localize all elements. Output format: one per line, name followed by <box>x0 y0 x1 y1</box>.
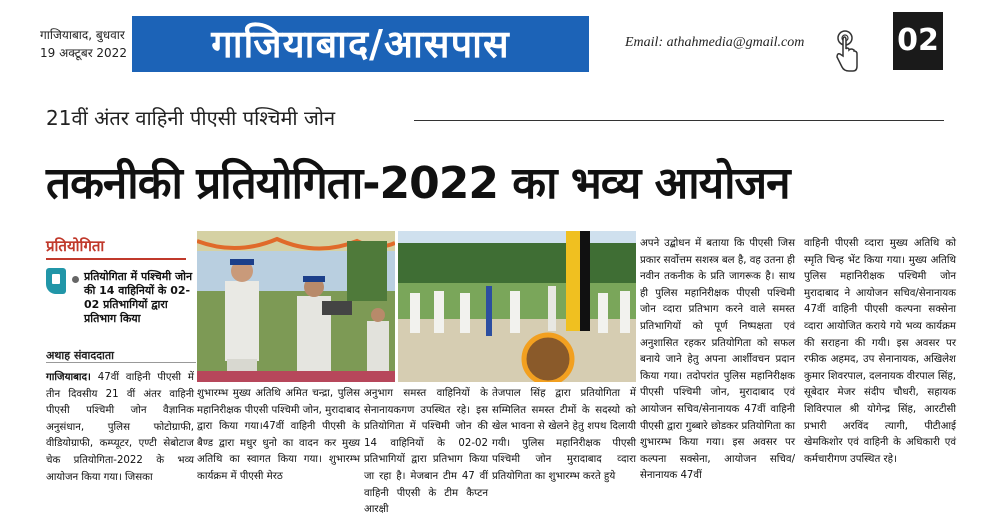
article-column-2: शुभारम्भ मुख्य अतिथि अमित चन्द्रा, पुलिस महानिरीक्षक पीएसी पश्चिमी जोन, मुरादाबाद द्वारा किया गया।47वीं वाहिनी पीएसी के बैण्ड द्वारा मधुर धुनो का वादन कर मुख्य अतिथि का स्वागत किया गया। शुभारम्भ कार्यक्रम में पीएसी मेरठ <box>197 388 360 482</box>
date: 19 अक्टूबर 2022 <box>40 46 127 60</box>
story-kicker: 21वीं अंतर वाहिनी पीएसी पश्चिमी जोन <box>46 106 336 130</box>
hand-pointer-icon <box>832 30 860 74</box>
section-banner: गाजियाबाद/आसपास <box>132 16 589 72</box>
article-column-3: अनुभाग समस्त वाहिनियों के सेनानायकगण उपस्थित रहे। इस प्रतियोगिता में पश्चिमी जोन की 14 वाहिनियों के 02-02 प्रतिभागियों द्वारा प्रतिभाग किया जा रहा है। मेजबान टीम 47 वीं वाहिनी पीएसी के टीम कैप्टन आरक्षी <box>364 388 488 516</box>
column-1-text: 47वीं वाहिनी पीएसी में तीन दिवसीय 21 वीं अंतर वाहिनी पीएसी पश्चिमी जोन वैज्ञानिक अनुसंधान, पुलिस फोटोग्राफी, वीडियोग्राफी, कम्प्यूटर, एण्टी सेबोटाज चेक प्रतियोगिता-2022 के भव्य आयोजन किया गया। जिसका <box>46 372 194 483</box>
topic-underline <box>46 258 186 260</box>
speech-bubble-icon <box>46 268 66 294</box>
article-column-6: वाहिनी पीएसी व्दारा मुख्य अतिथि को स्मृति चिन्ह भेंट किया गया। मुख्य अतिथि पुलिस महानिरीक्षक पश्चिमी जोन मुरादाबाद ने आयोजन सचिव/सेनानायक 47वीं वाहिनी पीएसी कल्पना सक्सेना व्दारा आयोजित कराये गये भव्य कार्यक्रम की सराहना की गयी। इस अवसर पर रफीक अहमद, उप सेनानायक, अखिलेश कुमार शिवरपाल, दलनायक वीरपाल सिंह, सूबेदार मेजर संदीप चौधरी, सहायक शिविरपाल श्री योगेन्द्र सिंह, आरटीसी प्रभारी अरविंद त्यागी, पीटीआई खेमकिशोर एवं वाहिनी के अधिकारी एवं कर्मचारीगण उपस्थित रहे। <box>804 238 956 465</box>
byline: अथाह संवाददाता <box>46 349 115 362</box>
kicker-rule <box>414 120 944 121</box>
bullet-dot <box>72 276 79 283</box>
photo-parade-oath <box>398 231 636 382</box>
article-column-4: तेजपाल सिंह द्वारा प्रतियोगिता में सम्मिलित समस्त टीमों के सदस्यो को खेल भावना से खेलने हेतु शपथ दिलायी गयी। पुलिस महानिरीक्षक पीएसी पश्चिमी जोन मुरादाबाद व्दारा प्रतियोगिता का शुभारम्भ करते हुये <box>492 388 636 482</box>
article-column-5: अपने उद्बोधन में बताया कि पीएसी जिस प्रकार सर्वोत्तम सशस्त्र बल है, वह उतना ही नवीन तकनीक के प्रति जागरूक है। साथ ही पुलिस महानिरीक्षक पीएसी पश्चिमी जोन व्दारा प्रतिभाग करने वाले समस्त प्रतिभागियों को पूर्ण निष्पक्षता एवं अनुशासित रहकर प्रतियोगिता को सफल बनाये जाने हेतु अपना आर्शीवचन प्रदान किया गया। तदोपरांत पुलिस महानिरीक्षक पीएसी पश्चिमी जोन, मुरादाबाद एवं आयोजन सचिव/सेनानायक 47वीं वाहिनी पीएसी द्वारा गुब्बारे छोडकर प्रतियोगिता का शुभारम्भ किया गया। इस अवसर पर कल्पना सक्सेना, आयोजन सचिव/सेनानायक 47वीं <box>640 238 795 482</box>
story-highlight: प्रतियोगिता में पश्चिमी जोन की 14 वाहिनियों के 02-02 प्रतिभागियों द्वारा प्रतिभाग किया <box>84 270 193 325</box>
story-headline: तकनीकी प्रतियोगिता-2022 का भव्य आयोजन <box>46 158 790 209</box>
byline-rule <box>46 362 196 363</box>
photo-officers-salute <box>197 231 395 382</box>
email-address[interactable]: Email: athahmedia@gmail.com <box>625 35 805 50</box>
dateline <box>40 26 127 62</box>
dateline-lead: गाजियाबाद। <box>46 372 91 383</box>
page-number: 02 <box>893 12 943 70</box>
article-column-1 <box>46 370 194 486</box>
topic-label: प्रतियोगिता <box>46 237 105 255</box>
date-city: गाजियाबाद, बुधवार <box>40 28 125 42</box>
